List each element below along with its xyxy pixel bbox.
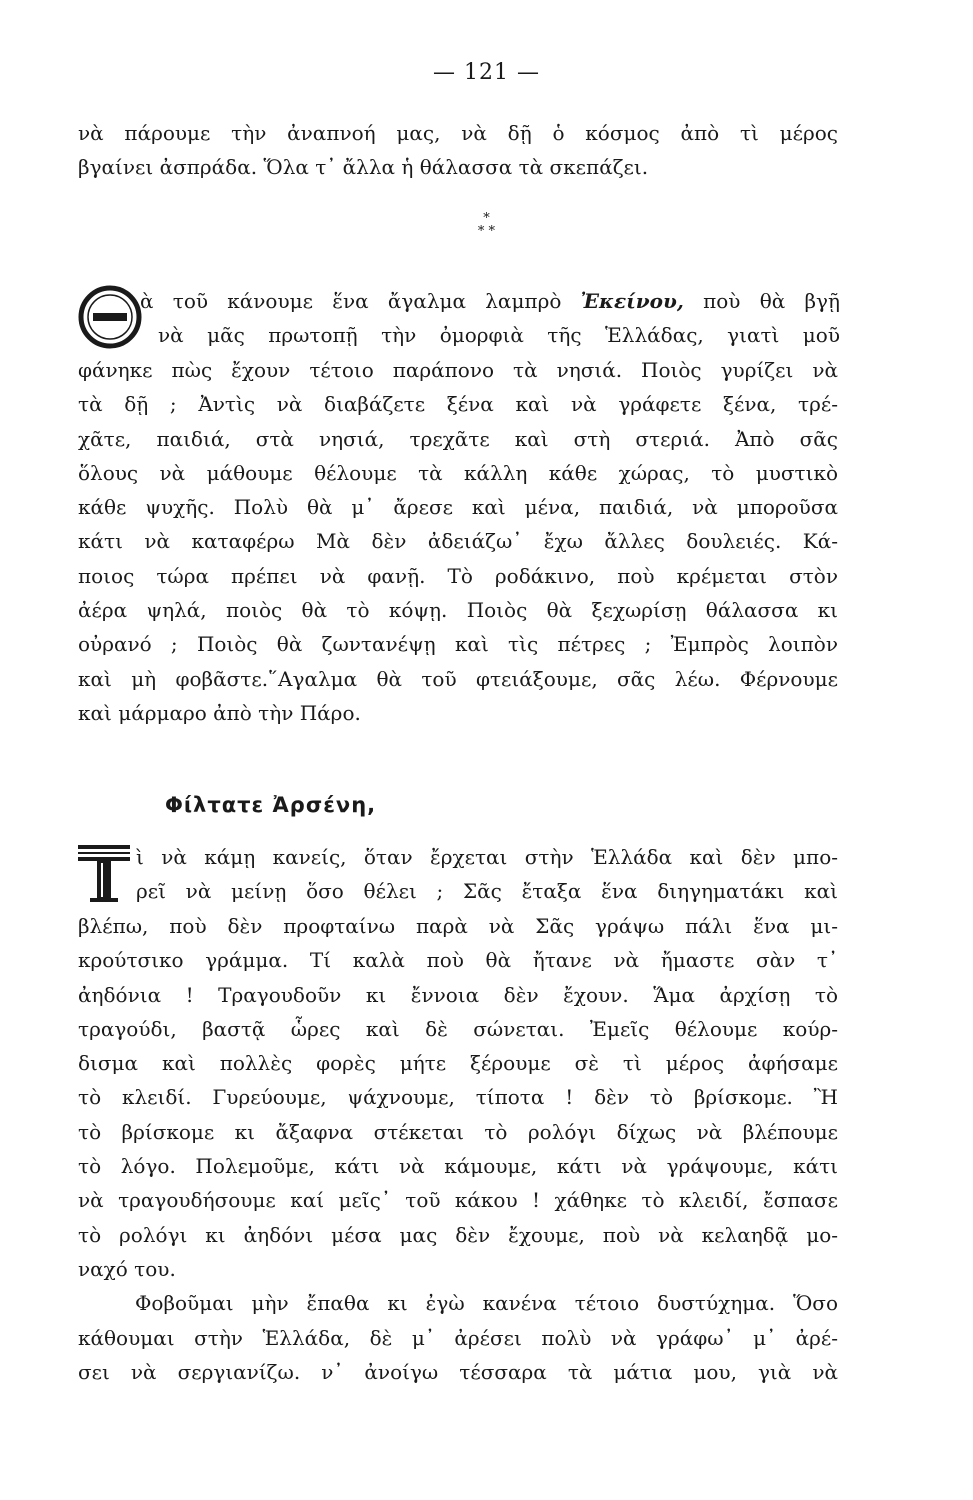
lead-text-after: ποὺ θὰ βγῇ (683, 289, 840, 313)
text-line: τὸ βρίσκομε κι ἄξαφνα στέκεται τὸ ρολόγι δίχως νὰ βλέπουμε (78, 1119, 838, 1144)
asterism (0, 212, 973, 238)
asterism-bottom: * * (477, 224, 496, 239)
section1-body (78, 353, 838, 730)
section1-lead (140, 284, 840, 353)
text-line: κάθουμαι στὴν Ἑλλάδα, δὲ μ᾽ ἀρέσει πολὺ νὰ γράφω᾽ μ᾽ ἀρέ- (78, 1325, 838, 1350)
text-line: τὸ κλειδί. Γυρεύουμε, ψάχνουμε, τίποτα ! δὲν τὸ βρίσκομε. Ἢ (78, 1085, 838, 1110)
text-line: βγαίνει ἀσπράδα. Ὅλα τ᾽ ἄλλα ἡ θάλασσα τὰ σκεπάζει. (78, 155, 649, 180)
text-line: τὸ λόγο. Πολεμοῦμε, κάτι νὰ κάμουμε, κάτι νὰ γράψουμε, κάτι (78, 1154, 838, 1179)
text-line: ἀέρα ψηλά, ποιὸς θὰ τὸ κόψῃ. Ποιὸς θὰ ξεχωρίσῃ θάλασσα κι (78, 598, 838, 623)
text-line: καὶ μάρμαρο ἀπὸ τὴν Πάρο. (78, 700, 361, 725)
text-line: χᾶτε, παιδιά, στὰ νησιά, τρεχᾶτε καὶ στὴ στεριά. Ἀπὸ σᾶς (78, 426, 838, 451)
text-line: νὰ πάρουμε τὴν ἀναπνοή μας, νὰ δῇ ὁ κόσμος ἀπὸ τὶ μέρος (78, 121, 838, 145)
text-line: ὶ νὰ κάμῃ κανείς, ὅταν ἔρχεται στὴν Ἑλλάδα καὶ δὲν μπο- (136, 845, 838, 869)
text-line (140, 284, 840, 318)
emphasized-name: Ἐκείνου, (580, 289, 684, 313)
drop-cap-theta-icon (78, 285, 142, 349)
text-line: οὐρανό ; Ποιὸς θὰ ζωντανέψῃ καὶ τὶς πέτρες ; Ἐμπρὸς λοιπὸν (78, 632, 838, 657)
page-number: — 121 — (433, 60, 540, 85)
text-line: κάθε ψυχῆς. Πολὺ θὰ μ᾽ ἄρεσε καὶ μένα, παιδιά, νὰ μποροῦσα (78, 495, 838, 520)
text-line: τὸ ρολόγι κι ἀηδόνι μέσα μας δὲν ἔχουμε, ποὺ νὰ κελαηδᾷ μο- (78, 1222, 838, 1247)
text-line: βλέπω, ποὺ δὲν προφταίνω παρὰ νὰ Σᾶς γράψω πάλι ἕνα μι- (78, 914, 838, 938)
text-line: καὶ μὴ φοβᾶστε.῞Αγαλμα θὰ τοῦ φτειάξουμε, σᾶς λέω. Φέρνουμε (78, 666, 838, 691)
text-line: ὅλους νὰ μάθουμε θέλουμε τὰ κάλλη κάθε χώρας, τὸ μυστικὸ (78, 460, 838, 485)
intro-paragraph (78, 116, 838, 185)
section2-body (78, 909, 838, 1389)
text-line: κάτι νὰ καταφέρω Μὰ δὲν ἀδειάζω᾽ ἔχω ἄλλες δουλειές. Κά- (78, 529, 838, 554)
text-line: κρούτσικο γράμμα. Τί καλὰ ποὺ θὰ ἤτανε νὰ ἤμαστε σὰν τ᾽ (78, 948, 838, 973)
asterism-top: * (483, 211, 490, 226)
text-line: ποιος τώρα πρέπει νὰ φανῇ. Τὸ ροδάκινο, ποὺ κρέμεται στὸν (78, 563, 838, 588)
text-line: ρεῖ νὰ μείνῃ ὅσο θέλει ; Σᾶς ἔταξα ἕνα διηγηματάκι καὶ (136, 879, 838, 904)
section2-lead (136, 840, 838, 909)
text-line: νὰ τραγουδήσουμε καί μεῖς᾽ τοῦ κάκου ! χάθηκε τὸ κλειδί, ἔσπασε (78, 1188, 838, 1213)
text-line: δισμα καὶ πολλὲς φορὲς μήτε ξέρουμε σὲ τὶ μέρος ἀφήσαμε (78, 1051, 838, 1076)
text-line: ναχό του. (78, 1256, 176, 1281)
text-line: Φοβοῦμαι μὴν ἔπαθα κι ἐγὼ κανένα τέτοιο δυστύχημα. Ὅσο (135, 1291, 838, 1316)
text-line: φάνηκε πὼς ἔχουν τέτοιο παράπονο τὰ νησιά. Ποιὸς γυρίζει νὰ (78, 358, 838, 382)
drop-cap-tau-icon (78, 843, 130, 903)
text-line: ἀηδόνια ! Τραγουδοῦν κι ἔννοια δὲν ἔχουν. Ἅμα ἀρχίσῃ τὸ (78, 982, 838, 1007)
text-line: τραγούδι, βαστᾷ ὧρες καὶ δὲ σώνεται. Ἐμεῖς θέλουμε κούρ- (78, 1016, 838, 1041)
text-line: τὰ δῇ ; Ἀντὶς νὰ διαβάζετε ξένα καὶ νὰ γράφετε ξένα, τρέ- (78, 392, 838, 417)
lead-text: ὰ τοῦ κάνουμε ἕνα ἄγαλμα λαμπρὸ (140, 289, 581, 313)
text-line: σει νὰ σεργιανίζω. ν᾽ ἀνοίγω τέσσαρα τὰ μάτια μου, γιὰ νὰ (78, 1359, 838, 1384)
text-line: νὰ μᾶς πρωτοπῇ τὴν ὀμορφιὰ τῆς Ἑλλάδας, γιατὶ μοῦ (158, 323, 840, 348)
section-heading: Φίλτατε Ἀρσένη, (165, 793, 377, 817)
